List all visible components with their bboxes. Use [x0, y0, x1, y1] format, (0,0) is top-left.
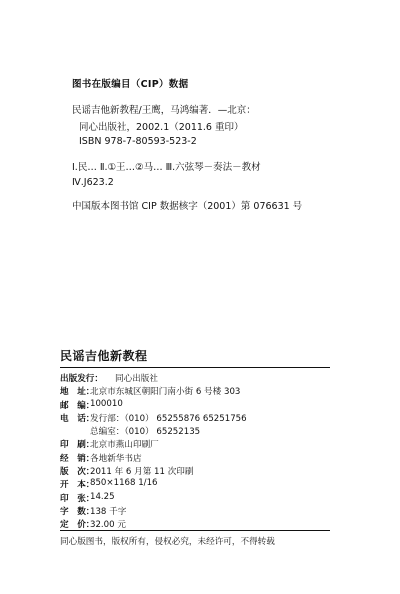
detail-row-publisher — [60, 372, 360, 385]
detail-label: 邮 编： — [60, 400, 95, 411]
detail-value: 100010 — [90, 398, 123, 409]
detail-value: 138 千字 — [90, 506, 127, 517]
detail-row-word-count — [60, 505, 360, 518]
detail-label: 经 销： — [60, 453, 95, 464]
detail-value: 14.25 — [90, 491, 115, 502]
detail-value: 同心出版社 — [115, 374, 158, 384]
divider-bottom — [60, 530, 330, 531]
publication-details — [60, 372, 360, 532]
detail-value: 各地新华书店 — [90, 453, 142, 464]
detail-value: 北京市燕山印刷厂 — [90, 440, 159, 451]
detail-row-postcode — [60, 399, 360, 412]
detail-label: 地 址： — [60, 387, 95, 398]
detail-row-sheets — [60, 492, 360, 505]
book-title: 民谣吉他新教程 — [60, 349, 148, 363]
cip-line-record-number: 中国版本图书馆 CIP 数据核字（2001）第 076631 号 — [72, 201, 303, 212]
detail-label: 印 张： — [60, 493, 95, 504]
detail-value: 2011 年 6 月第 11 次印刷 — [90, 467, 194, 478]
divider-top — [60, 367, 330, 368]
detail-row-printer — [60, 438, 360, 451]
detail-row-phone-editorial — [60, 425, 360, 438]
cip-line-isbn: ISBN 978-7-80593-523-2 — [79, 136, 197, 147]
cip-line-title-authors: 民谣吉他新教程/王鹰，马鸿编著．—北京： — [72, 105, 256, 116]
detail-value: 北京市东城区朝阳门南小街 6 号楼 303 — [90, 387, 241, 398]
detail-value: 总编室：（010） 65252135 — [90, 427, 201, 438]
copyright-notice: 同心版图书，版权所有，侵权必究，未经许可，不得转载 — [60, 537, 275, 547]
cip-line-publisher: 同心出版社，2002.1（2011.6 重印） — [79, 122, 244, 133]
detail-label: 电 话： — [60, 413, 95, 424]
cip-heading: 图书在版编目（CIP）数据 — [72, 79, 189, 90]
detail-label: 定 价： — [60, 520, 95, 531]
detail-label: 版 次： — [60, 467, 95, 478]
detail-value: 850×1168 1/16 — [90, 478, 158, 489]
detail-row-phone — [60, 412, 360, 425]
cip-line-subjects: Ⅰ.民… Ⅱ.①王…②马… Ⅲ.六弦琴－奏法－教材 — [72, 162, 261, 173]
detail-row-format — [60, 478, 360, 491]
detail-row-edition — [60, 465, 360, 478]
detail-row-distributor — [60, 452, 360, 465]
detail-label: 字 数： — [60, 506, 95, 517]
detail-label: 开 本： — [60, 480, 95, 491]
detail-row-address — [60, 385, 360, 398]
detail-label: 出版发行： — [60, 374, 103, 384]
cip-line-classification: Ⅳ.J623.2 — [72, 177, 114, 188]
detail-value: 32.00 元 — [90, 520, 126, 531]
detail-value: 发行部：（010） 65255876 65251756 — [90, 413, 247, 424]
detail-label: 印 刷： — [60, 440, 95, 451]
